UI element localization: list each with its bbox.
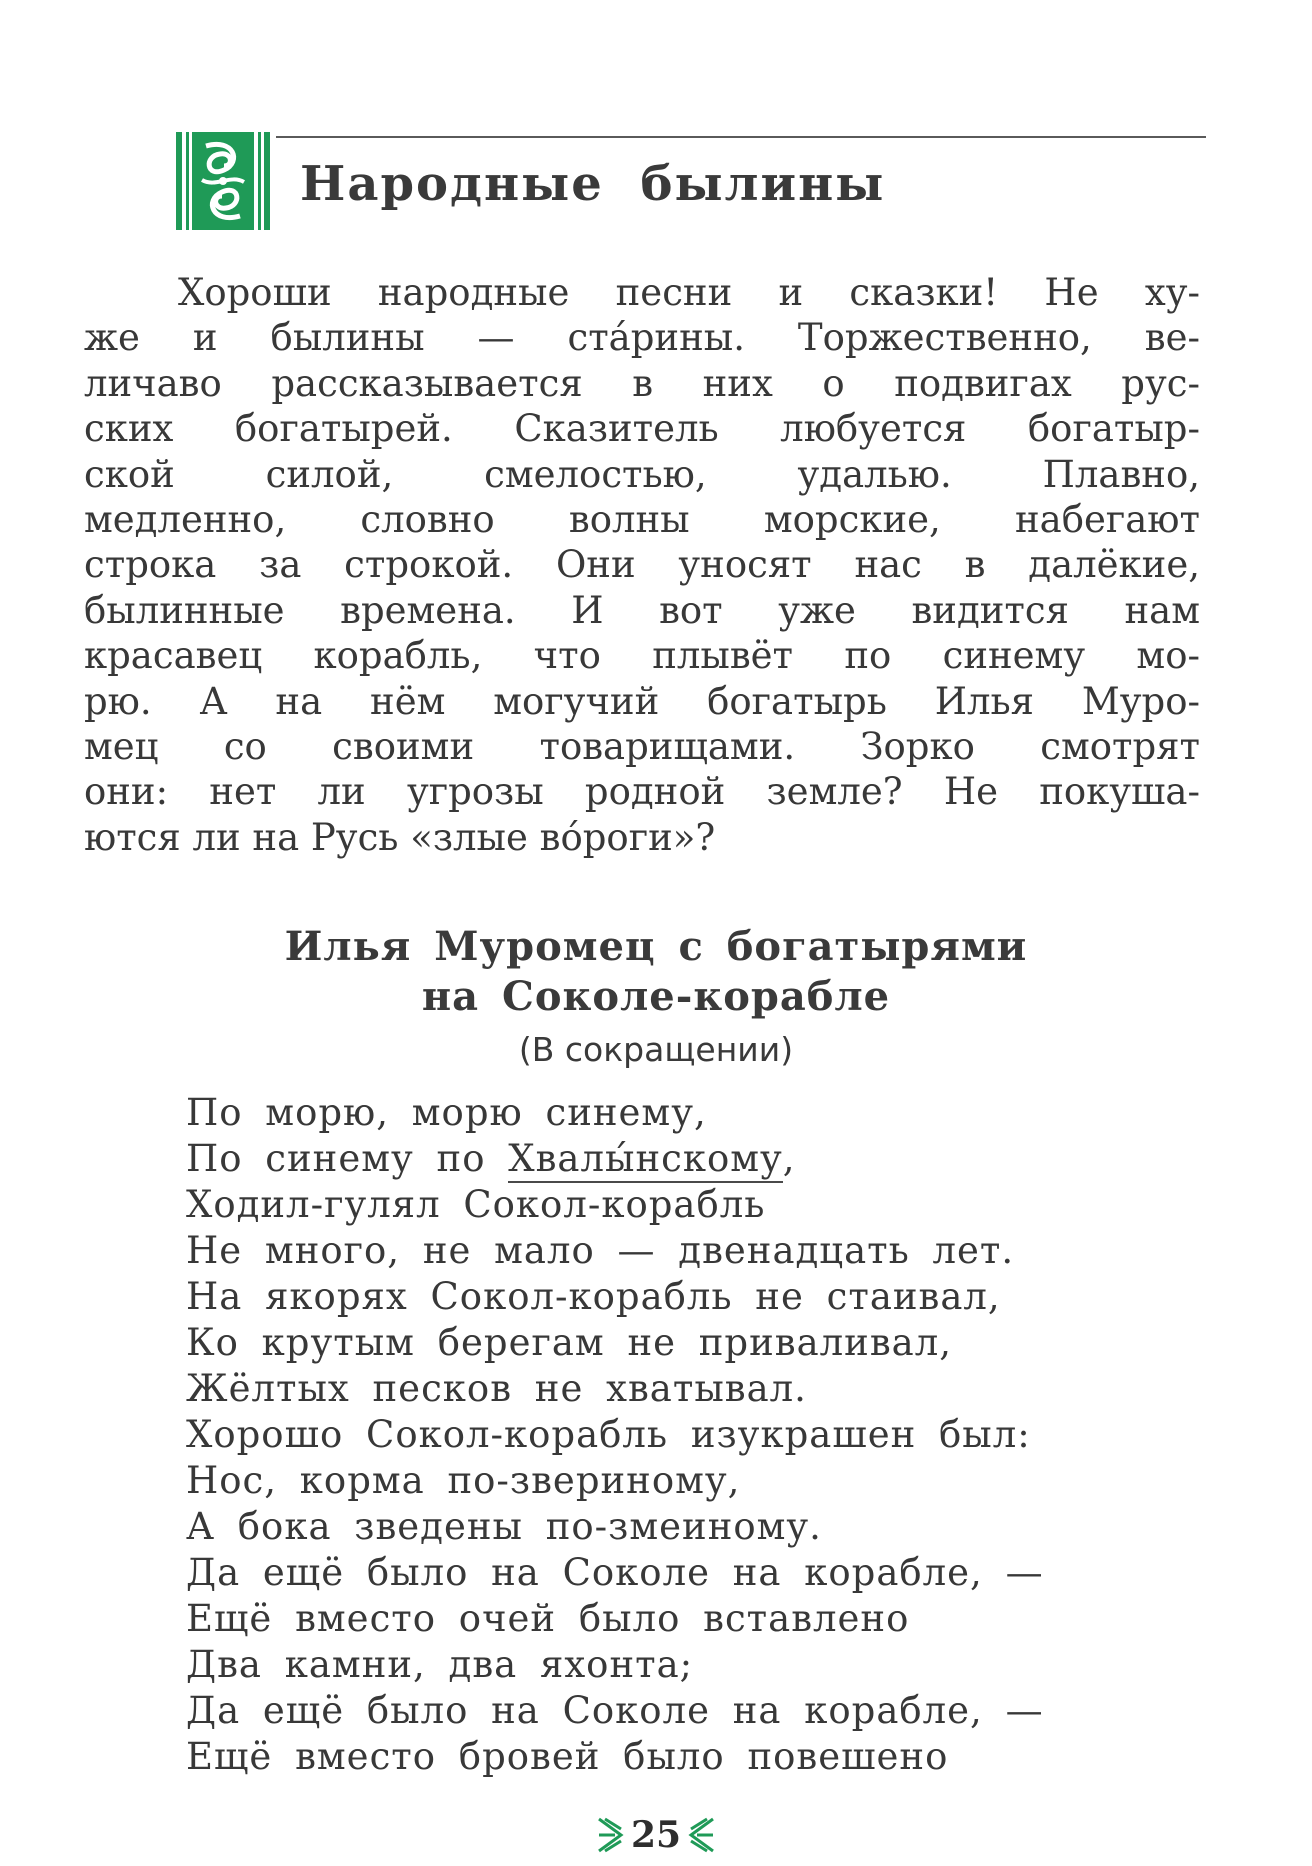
poem-verse: Ещё вместо очей было вставлено [186, 1597, 910, 1640]
header-rule [276, 136, 1206, 138]
intro-line: они: нет ли угрозы родной земле? Не покуша- [84, 770, 1200, 814]
verse-text: По синему по [186, 1137, 509, 1180]
poem-verse: Ко крутым берегам не приваливал, [186, 1321, 952, 1364]
glossary-word: Хвалы́нскому [508, 1137, 783, 1183]
poem-verse: Нос, корма по-звериному, [186, 1459, 741, 1502]
page-number: 25 [630, 1814, 682, 1856]
intro-paragraph [84, 270, 1200, 860]
intro-line: рю. А на нём могучий богатырь Илья Муро- [84, 679, 1200, 723]
poem-verse [186, 1136, 1196, 1182]
celtic-knot-ornament-icon [176, 132, 270, 230]
section-title: Народные былины [300, 156, 886, 212]
intro-line: ской силой, смелостью, удалью. Плавно, [84, 452, 1200, 496]
intro-line: красавец корабль, что плывёт по синему мо- [84, 634, 1200, 678]
left-ornament-icon [595, 1815, 625, 1855]
poem-verse: Хорошо Сокол-корабль изукрашен был: [186, 1413, 1031, 1456]
verse-text: , [782, 1137, 796, 1180]
poem-title-line: Илья Муромец с богатырями [284, 923, 1028, 970]
poem-verse: На якорях Сокол-корабль не стаивал, [186, 1275, 1001, 1318]
poem-body [186, 1090, 1196, 1780]
intro-line: медленно, словно волны морские, набегают [84, 497, 1200, 541]
intro-line: Хороши народные песни и сказки! Не ху- [178, 271, 1200, 314]
intro-line: ских богатырей. Сказитель любуется богатыр- [84, 407, 1200, 451]
intro-line: же и былины — ста́рины. Торжественно, ве- [84, 316, 1200, 360]
poem-verse: А бока зведены по-змеиному. [186, 1505, 822, 1548]
poem-subtitle: (В сокращении) [518, 1030, 794, 1069]
section-header [176, 132, 1206, 232]
poem-verse: По морю, морю синему, [186, 1091, 707, 1134]
intro-line: строка за строкой. Они уносят нас в далёкие, [84, 543, 1200, 587]
intro-line: ются ли на Русь «злые во́роги»? [84, 815, 716, 859]
poem-verse: Не много, не мало — двенадцать лет. [186, 1229, 1015, 1272]
poem-verse: Жёлтых песков не хватывал. [186, 1367, 807, 1410]
intro-line: былинные времена. И вот уже видится нам [84, 588, 1200, 632]
intro-line: мец со своими товарищами. Зорко смотрят [84, 724, 1200, 768]
poem-title-line: на Соколе-корабле [421, 973, 891, 1020]
poem-verse: Ещё вместо бровей было повешено [186, 1735, 949, 1778]
poem-verse: Ходил-гулял Сокол-корабль [186, 1183, 766, 1226]
poem-verse: Да ещё было на Соколе на корабле, — [186, 1551, 1044, 1594]
poem-verse: Два камни, два яхонта; [186, 1643, 694, 1686]
right-ornament-icon [687, 1815, 717, 1855]
poem-verse: Да ещё было на Соколе на корабле, — [186, 1689, 1044, 1732]
page-footer [0, 1812, 1312, 1858]
intro-line: личаво рассказывается в них о подвигах рус- [84, 361, 1200, 405]
poem-title [0, 922, 1312, 1022]
